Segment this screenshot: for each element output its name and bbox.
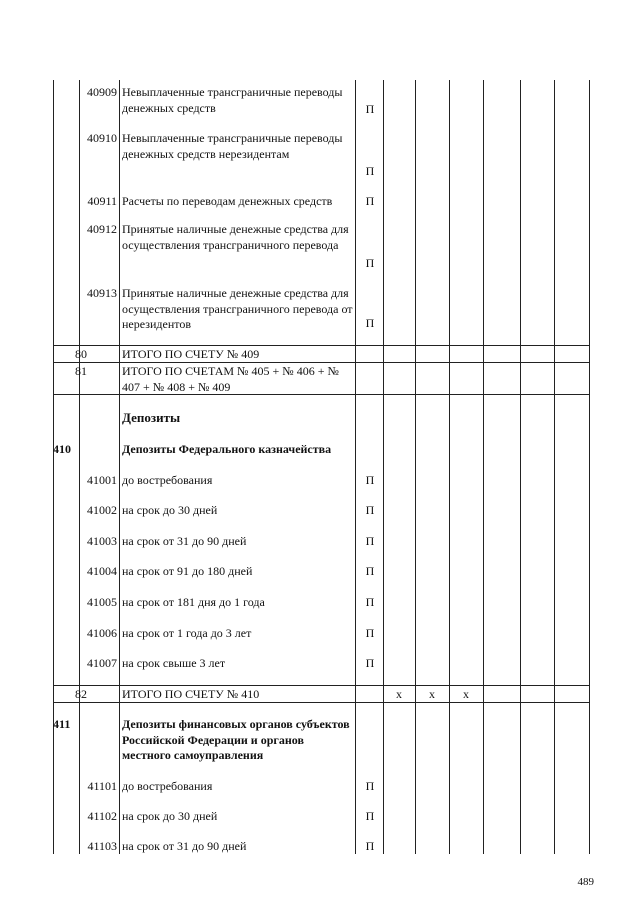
empty-cell-mark: х (429, 687, 435, 701)
account-characteristic: П (365, 316, 375, 330)
page-number: 489 (577, 876, 594, 888)
account-characteristic: П (365, 595, 375, 609)
column-rule (520, 80, 521, 854)
account-characteristic: П (365, 779, 375, 793)
account-title: на срок до 30 дней (122, 809, 218, 823)
summary-title: ИТОГО ПО СЧЕТУ № 409 (122, 347, 260, 361)
summary-code: 80 (75, 347, 87, 361)
column-rule (383, 80, 384, 854)
account-characteristic: П (365, 102, 375, 116)
column-rule (53, 80, 54, 854)
account-code: 40910 (87, 131, 117, 145)
column-rule (355, 80, 356, 854)
empty-cell-mark: х (396, 687, 402, 701)
column-rule (119, 80, 120, 854)
row-rule (53, 345, 589, 346)
account-title: Принятые наличные денежные средства для осуществления трансграничного перевода (122, 222, 349, 252)
account-code: 41001 (87, 473, 117, 487)
summary-code: 81 (75, 364, 87, 378)
account-title: на срок от 31 до 90 дней (122, 839, 247, 853)
summary-title: ИТОГО ПО СЧЕТАМ № 405 + № 406 + № 407 + № 408 + № 409 (122, 364, 339, 394)
account-number: 410 (53, 442, 71, 456)
account-group-title: Депозиты финансовых органов субъектов Российской Федерации и органов местного самоуправления (122, 717, 350, 762)
account-code: 40913 (87, 286, 117, 300)
section-heading: Депозиты (122, 410, 181, 425)
account-title: на срок от 91 до 180 дней (122, 564, 253, 578)
column-rule (589, 80, 590, 854)
account-code: 41102 (87, 809, 117, 823)
account-title: до востребования (122, 779, 213, 793)
account-characteristic: П (365, 473, 375, 487)
account-characteristic: П (365, 534, 375, 548)
account-title: до востребования (122, 473, 213, 487)
account-code: 41007 (87, 656, 117, 670)
account-code: 40912 (87, 222, 117, 236)
column-rule (483, 80, 484, 854)
account-characteristic: П (365, 656, 375, 670)
account-title: на срок от 31 до 90 дней (122, 534, 247, 548)
account-code: 41101 (87, 779, 117, 793)
account-code: 40909 (87, 85, 117, 99)
account-characteristic: П (365, 256, 375, 270)
account-characteristic: П (365, 809, 375, 823)
account-characteristic: П (365, 503, 375, 517)
column-rule (415, 80, 416, 854)
account-group-title: Депозиты Федерального казначейства (122, 442, 332, 456)
row-rule (53, 685, 589, 686)
account-characteristic: П (365, 194, 375, 208)
account-title: Принятые наличные денежные средства для осуществления трансграничного перевода от нерезидентов (122, 286, 353, 331)
account-title: на срок от 1 года до 3 лет (122, 626, 252, 640)
account-code: 41003 (87, 534, 117, 548)
account-title: на срок от 181 дня до 1 года (122, 595, 265, 609)
account-code: 41002 (87, 503, 117, 517)
account-code: 41004 (87, 564, 117, 578)
account-number: 411 (53, 717, 71, 731)
summary-code: 82 (75, 687, 87, 701)
account-title: Невыплаченные трансграничные переводы денежных средств нерезидентам (122, 131, 343, 161)
account-title: Расчеты по переводам денежных средств (122, 194, 333, 208)
account-code: 41005 (87, 595, 117, 609)
account-title: Невыплаченные трансграничные переводы денежных средств (122, 85, 343, 115)
column-rule (449, 80, 450, 854)
column-rule (554, 80, 555, 854)
empty-cell-mark: х (463, 687, 469, 701)
summary-title: ИТОГО ПО СЧЕТУ № 410 (122, 687, 260, 701)
account-characteristic: П (365, 839, 375, 853)
account-code: 40911 (87, 194, 117, 208)
account-title: на срок свыше 3 лет (122, 656, 226, 670)
account-code: 41006 (87, 626, 117, 640)
account-characteristic: П (365, 626, 375, 640)
account-title: на срок до 30 дней (122, 503, 218, 517)
account-code: 41103 (87, 839, 117, 853)
account-characteristic: П (365, 164, 375, 178)
account-characteristic: П (365, 564, 375, 578)
